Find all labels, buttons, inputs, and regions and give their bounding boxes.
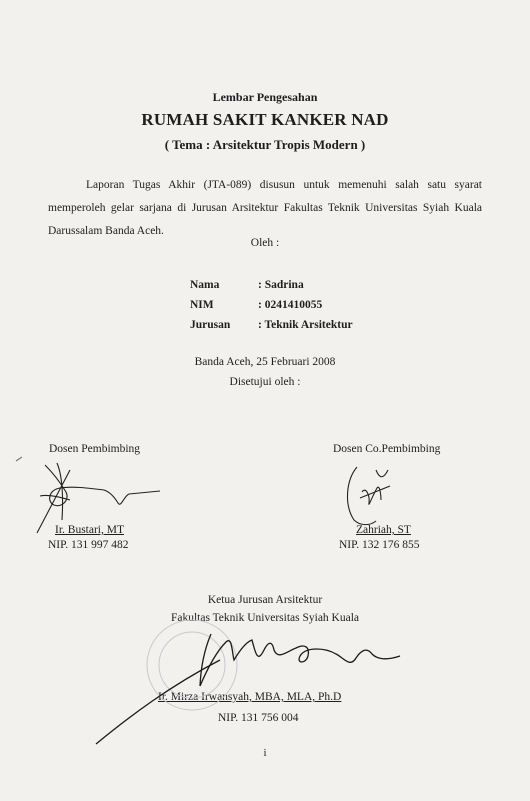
- co-advisor-signature: [348, 467, 390, 525]
- approved-by-label: Disetujui oleh :: [229, 376, 301, 388]
- dept-label: Jurusan: [190, 319, 231, 331]
- nim-label: NIM: [190, 299, 214, 311]
- name-label: Nama: [190, 279, 220, 291]
- intro-paragraph: Laporan Tugas Akhir (JTA-089) disusun untuk memenuhi salah satu syarat memperoleh gelar sarjana di Jurusan Arsitektur Fakultas Teknik Universitas Syiah Kuala Darussalam Banda Aceh.: [48, 179, 482, 237]
- advisor-signature: [37, 463, 160, 533]
- head-nip: NIP. 131 756 004: [218, 712, 299, 724]
- ink-mark: [16, 457, 22, 461]
- by-label: Oleh :: [250, 237, 280, 249]
- student-name-row: [190, 279, 353, 299]
- advisor-name: Ir. Bustari, MT: [55, 524, 124, 536]
- document-theme: ( Tema : Arsitektur Tropis Modern ): [164, 137, 366, 152]
- document-subtitle: Lembar Pengesahan: [212, 90, 318, 104]
- co-advisor-role: Dosen Co.Pembimbing: [333, 443, 441, 455]
- head-role: Ketua Jurusan Arsitektur: [207, 594, 323, 606]
- student-nim-row: [190, 299, 353, 319]
- co-advisor-name: Zahriah, ST: [356, 524, 411, 536]
- student-info: [190, 279, 353, 339]
- advisor-role: Dosen Pembimbing: [49, 443, 141, 455]
- name-value: : Sadrina: [258, 279, 304, 291]
- head-signature: [96, 634, 400, 744]
- co-advisor-nip: NIP. 132 176 855: [339, 539, 420, 551]
- page-number: i: [263, 747, 267, 759]
- place-date: Banda Aceh, 25 Februari 2008: [194, 356, 336, 368]
- faculty-name: Fakultas Teknik Universitas Syiah Kuala: [170, 612, 360, 624]
- nim-value: : 0241410055: [258, 299, 323, 311]
- document-title: RUMAH SAKIT KANKER NAD: [141, 110, 389, 129]
- student-dept-row: [190, 319, 353, 339]
- head-name: Ir. Mirza Irwansyah, MBA, MLA, Ph.D: [158, 691, 342, 703]
- advisor-nip: NIP. 131 997 482: [48, 539, 129, 551]
- dept-value: : Teknik Arsitektur: [258, 319, 353, 331]
